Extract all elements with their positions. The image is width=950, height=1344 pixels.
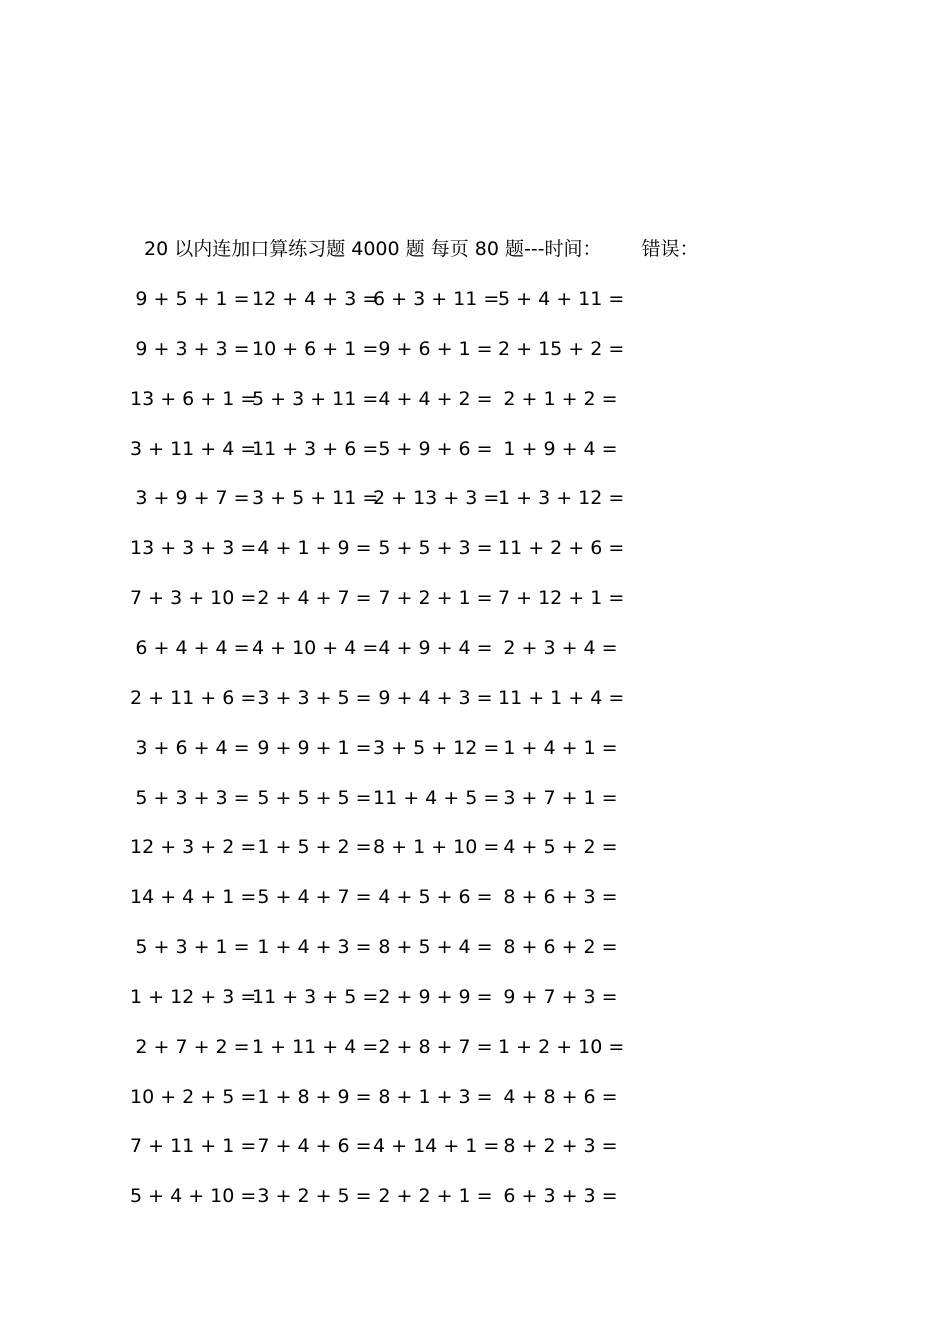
problem-item: 3 + 6 + 4 = — [135, 736, 250, 759]
problem-item: 4 + 14 + 1 = — [373, 1135, 500, 1158]
problem-item: 4 + 5 + 6 = — [378, 886, 493, 909]
problem-item: 3 + 11 + 4 = — [130, 437, 257, 460]
problem-item: 4 + 8 + 6 = — [503, 1085, 618, 1108]
problem-item: 1 + 5 + 2 = — [257, 836, 372, 859]
problem-item: 9 + 5 + 1 = — [135, 288, 250, 310]
problem-item: 7 + 2 + 1 = — [378, 587, 493, 610]
problem-item: 1 + 4 + 3 = — [257, 936, 372, 959]
problem-row — [0, 483, 950, 513]
problem-row — [0, 1032, 950, 1062]
problem-row — [0, 683, 950, 713]
problem-item: 9 + 9 + 1 = — [257, 736, 372, 759]
problem-row — [0, 633, 950, 663]
worksheet-title: 20 以内连加口算练习题 4000 题 每页 80 题---时间： — [144, 238, 602, 260]
problem-row — [0, 982, 950, 1012]
problem-item: 12 + 4 + 3 = — [252, 288, 379, 310]
problem-item: 8 + 6 + 3 = — [503, 886, 618, 909]
problem-row — [0, 434, 950, 464]
problem-item: 13 + 3 + 3 = — [130, 537, 257, 560]
problem-item: 3 + 5 + 11 = — [252, 487, 379, 510]
problem-item: 8 + 6 + 2 = — [503, 936, 618, 959]
problem-item: 3 + 7 + 1 = — [503, 786, 618, 809]
problem-item: 2 + 4 + 7 = — [257, 587, 372, 610]
problem-item: 2 + 7 + 2 = — [135, 1035, 250, 1058]
problem-item: 1 + 9 + 4 = — [503, 437, 618, 460]
problem-item: 8 + 5 + 4 = — [378, 936, 493, 959]
problem-item: 2 + 2 + 1 = — [378, 1185, 493, 1208]
problem-row — [0, 284, 950, 314]
problem-row — [0, 783, 950, 813]
problem-item: 5 + 4 + 10 = — [130, 1185, 257, 1208]
problem-item: 11 + 3 + 6 = — [252, 437, 379, 460]
problem-item: 11 + 2 + 6 = — [498, 537, 625, 560]
problem-item: 5 + 4 + 7 = — [257, 886, 372, 909]
problem-item: 4 + 10 + 4 = — [252, 636, 379, 659]
problem-item: 3 + 2 + 5 = — [257, 1185, 372, 1208]
problem-item: 2 + 3 + 4 = — [503, 636, 618, 659]
problem-item: 12 + 3 + 2 = — [130, 836, 257, 859]
problem-row — [0, 1082, 950, 1112]
problem-row — [0, 533, 950, 563]
problem-item: 4 + 1 + 9 = — [257, 537, 372, 560]
problem-item: 11 + 4 + 5 = — [373, 786, 500, 809]
problem-item: 5 + 3 + 3 = — [135, 786, 250, 809]
problem-row — [0, 384, 950, 414]
problem-item: 8 + 1 + 10 = — [373, 836, 500, 859]
problem-item: 2 + 11 + 6 = — [130, 686, 257, 709]
problem-item: 1 + 11 + 4 = — [252, 1035, 379, 1058]
problem-item: 9 + 7 + 3 = — [503, 985, 618, 1008]
problem-item: 10 + 2 + 5 = — [130, 1085, 257, 1108]
problem-item: 5 + 4 + 11 = — [498, 288, 625, 310]
problem-item: 5 + 3 + 11 = — [252, 387, 379, 410]
problem-item: 7 + 3 + 10 = — [130, 587, 257, 610]
problem-item: 9 + 3 + 3 = — [135, 337, 250, 360]
problem-item: 5 + 5 + 3 = — [378, 537, 493, 560]
problem-item: 4 + 5 + 2 = — [503, 836, 618, 859]
problem-row — [0, 1131, 950, 1161]
problem-item: 7 + 11 + 1 = — [130, 1135, 257, 1158]
problem-item: 13 + 6 + 1 = — [130, 387, 257, 410]
problem-item: 11 + 1 + 4 = — [498, 686, 625, 709]
problem-item: 5 + 3 + 1 = — [135, 936, 250, 959]
problem-item: 2 + 8 + 7 = — [378, 1035, 493, 1058]
problem-item: 9 + 4 + 3 = — [378, 686, 493, 709]
errors-label: 错误： — [641, 238, 699, 260]
problem-item: 6 + 4 + 4 = — [135, 636, 250, 659]
problem-item: 1 + 2 + 10 = — [498, 1035, 625, 1058]
problem-row — [0, 932, 950, 962]
problem-item: 10 + 6 + 1 = — [252, 337, 379, 360]
problem-row — [0, 583, 950, 613]
problem-row — [0, 334, 950, 364]
problem-row — [0, 832, 950, 862]
problem-item: 14 + 4 + 1 = — [130, 886, 257, 909]
problem-item: 2 + 1 + 2 = — [503, 387, 618, 410]
problem-item: 3 + 9 + 7 = — [135, 487, 250, 510]
problem-row — [0, 882, 950, 912]
problem-item: 6 + 3 + 3 = — [503, 1185, 618, 1208]
problem-item: 7 + 4 + 6 = — [257, 1135, 372, 1158]
problem-item: 5 + 5 + 5 = — [257, 786, 372, 809]
problem-item: 4 + 4 + 2 = — [378, 387, 493, 410]
problem-item: 3 + 5 + 12 = — [373, 736, 500, 759]
problem-item: 8 + 1 + 3 = — [378, 1085, 493, 1108]
problem-item: 8 + 2 + 3 = — [503, 1135, 618, 1158]
problem-item: 3 + 3 + 5 = — [257, 686, 372, 709]
problem-item: 1 + 8 + 9 = — [257, 1085, 372, 1108]
problem-item: 1 + 3 + 12 = — [498, 487, 625, 510]
problem-item: 7 + 12 + 1 = — [498, 587, 625, 610]
problem-item: 6 + 3 + 11 = — [373, 288, 500, 310]
problem-row — [0, 733, 950, 763]
problem-item: 4 + 9 + 4 = — [378, 636, 493, 659]
problem-item: 1 + 4 + 1 = — [503, 736, 618, 759]
problem-item: 5 + 9 + 6 = — [378, 437, 493, 460]
problem-item: 1 + 12 + 3 = — [130, 985, 257, 1008]
problem-row — [0, 1181, 950, 1211]
problem-item: 9 + 6 + 1 = — [378, 337, 493, 360]
problem-item: 2 + 13 + 3 = — [373, 487, 500, 510]
problem-item: 2 + 15 + 2 = — [498, 337, 625, 360]
problem-item: 2 + 9 + 9 = — [378, 985, 493, 1008]
problem-item: 11 + 3 + 5 = — [252, 985, 379, 1008]
